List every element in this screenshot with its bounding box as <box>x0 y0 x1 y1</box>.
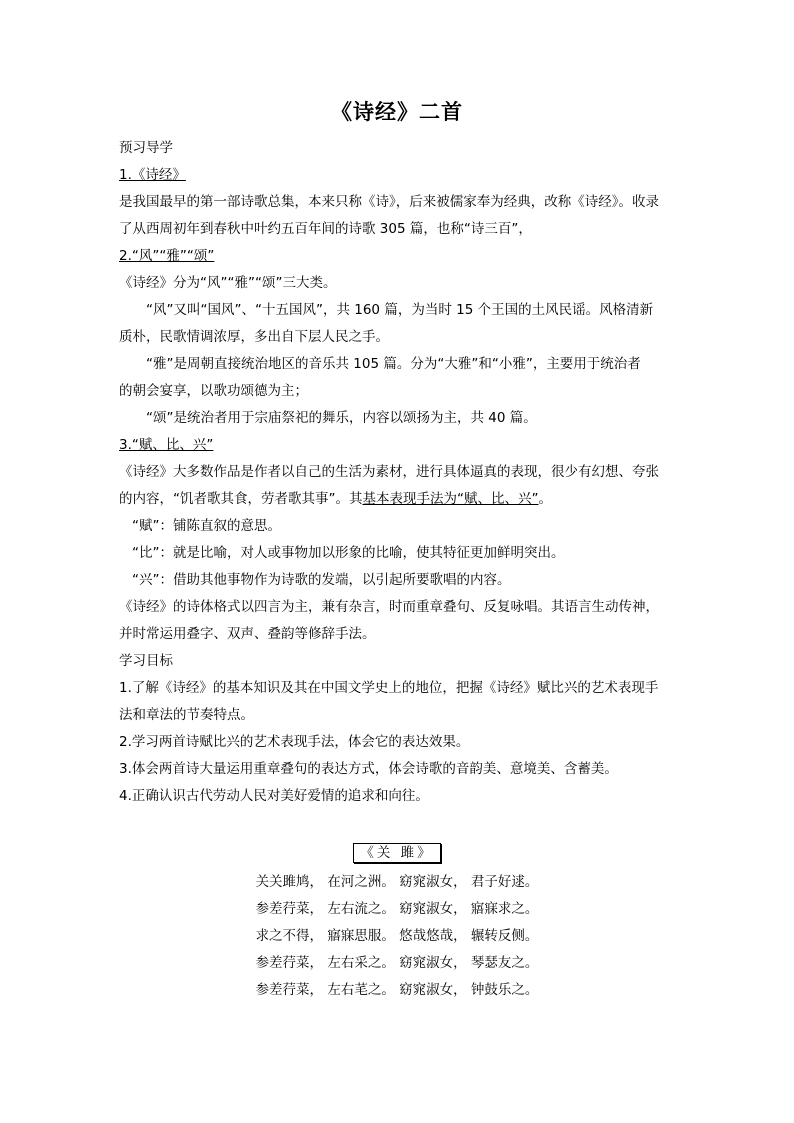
poem-line: 关关雎鸠， 在河之洲。 窈窕淑女， 君子好逑。 <box>255 874 539 890</box>
paragraph: 并时常运用叠字、双声、叠韵等修辞手法。 <box>119 626 376 642</box>
poem-line: 参差荇菜， 左右流之。 窈窕淑女， 寤寐求之。 <box>255 901 539 917</box>
section-2-heading-text: 2.“风”“雅”“颂” <box>119 248 215 264</box>
poem-line: 求之不得， 寤寐思服。 悠哉悠哉， 辗转反侧。 <box>255 928 539 944</box>
paragraph: 《诗经》的诗体格式以四言为主，兼有杂言，时而重章叠句、反复咏唱。其语言生动传神， <box>119 599 659 615</box>
definition-xing: “兴”：借助其他事物作为诗歌的发端，以引起所要歌唱的内容。 <box>132 572 511 588</box>
goal-item: 2.学习两首诗赋比兴的艺术表现手法，体会它的表达效果。 <box>119 734 470 750</box>
section-2-heading <box>119 243 679 270</box>
preview-heading: 预习导学 <box>119 140 173 156</box>
goal-item: 法和章法的节奏特点。 <box>119 707 254 723</box>
definition-fu: “赋”：铺陈直叙的意思。 <box>132 518 281 534</box>
underlined-phrase: 基本表现手法为“赋、比、兴” <box>362 491 539 507</box>
paragraph: 了从西周初年到春秋中叶约五百年间的诗歌 305 篇，也称“诗三百”， <box>119 221 532 237</box>
paragraph: 是我国最早的第一部诗歌总集，本来只称《诗》，后来被儒家奉为经典，改称《诗经》。收录 <box>119 194 659 210</box>
paragraph: “颂”是统治者用于宗庙祭祀的舞乐，内容以颂扬为主，共 40 篇。 <box>146 410 537 426</box>
goal-item: 3.体会两首诗大量运用重章叠句的表达方式，体会诗歌的音韵美、意境美、含蓄美。 <box>119 761 618 777</box>
page-title: 《诗经》二首 <box>331 99 463 124</box>
goal-item: 4.正确认识古代劳动人民对美好爱情的追求和向往。 <box>119 788 429 804</box>
paragraph-text: 。 <box>538 491 552 507</box>
document-body <box>119 135 679 810</box>
poem-lines <box>0 869 794 1004</box>
section-1-heading <box>119 162 679 189</box>
paragraph: 的朝会宴享，以歌功颂德为主； <box>119 383 308 399</box>
poem-line: 参差荇菜， 左右采之。 窈窕淑女， 琴瑟友之。 <box>255 955 539 971</box>
paragraph: “风”又叫“国风”、“十五国风”，共 160 篇，为当时 15 个王国的土风民谣。风格清新 <box>146 302 654 318</box>
definition-bi: “比”：就是比喻，对人或事物加以形象的比喻，使其特征更加鲜明突出。 <box>132 545 565 561</box>
section-3-heading-text: 3.“赋、比、兴” <box>119 437 214 453</box>
section-1-heading-text: 1.《诗经》 <box>119 167 186 183</box>
paragraph <box>119 486 679 513</box>
paragraph: 《诗经》大多数作品是作者以自己的生活为素材，进行具体逼真的表现，很少有幻想、夸张 <box>119 464 659 480</box>
poem-title: 《关 雎》 <box>353 843 440 863</box>
paragraph: “雅”是周朝直接统治地区的音乐共 105 篇。分为“大雅”和“小雅”，主要用于统治者 <box>146 356 641 372</box>
goals-heading: 学习目标 <box>119 653 173 669</box>
section-3-heading <box>119 432 679 459</box>
paragraph: 《诗经》分为“风”“雅”“颂”三大类。 <box>119 275 337 291</box>
paragraph-text: 的内容，“饥者歌其食，劳者歌其事”。其 <box>119 491 363 507</box>
poem-line: 参差荇菜， 左右芼之。 窈窕淑女， 钟鼓乐之。 <box>255 982 539 998</box>
poem-section <box>0 843 794 1004</box>
goal-item: 1.了解《诗经》的基本知识及其在中国文学史上的地位，把握《诗经》赋比兴的艺术表现手 <box>119 680 659 696</box>
paragraph: 质朴，民歌情调浓厚，多出自下层人民之手。 <box>119 329 389 345</box>
